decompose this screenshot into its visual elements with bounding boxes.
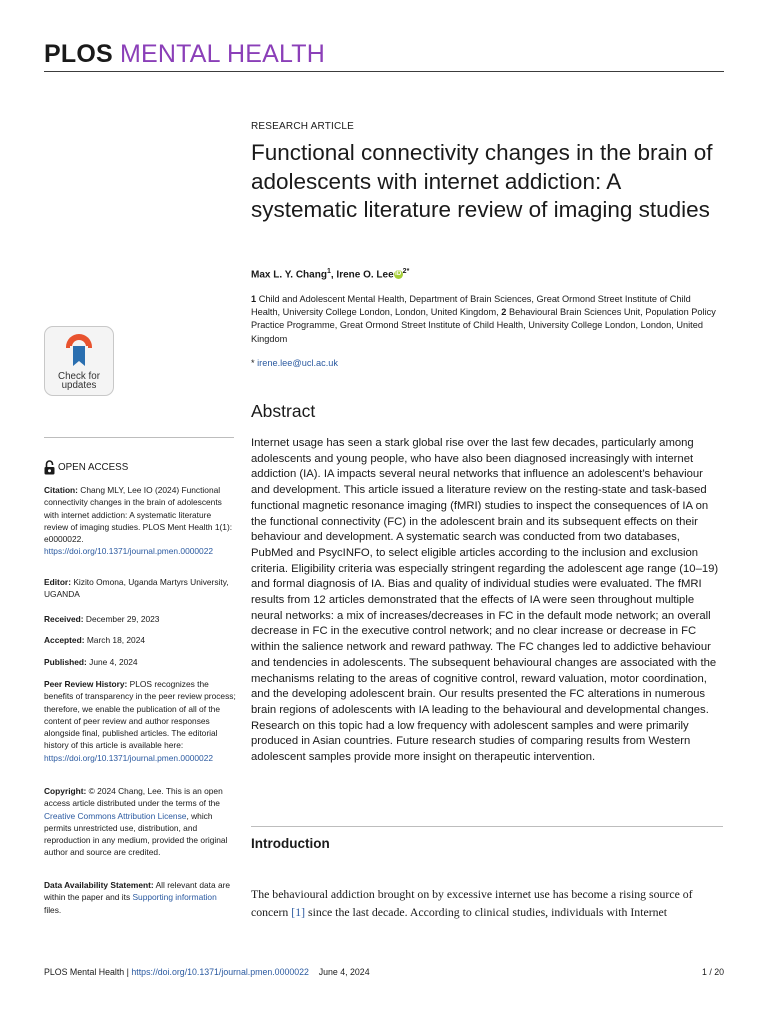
- editor-block: [44, 576, 236, 601]
- footer-date: June 4, 2024: [318, 967, 370, 977]
- affiliation-marker: 1: [326, 268, 331, 275]
- corresponding-marker: *: [251, 358, 255, 368]
- journal-brand: PLOS: [44, 40, 113, 68]
- email-link[interactable]: irene.lee@ucl.ac.uk: [257, 358, 338, 368]
- supporting-info-link[interactable]: Supporting information: [132, 892, 217, 903]
- data-availability-text: All relevant data are within the paper and its: [44, 880, 231, 903]
- editor-label: Editor:: [44, 577, 71, 587]
- affiliation-text: Child and Adolescent Mental Health, Department of Brain Sciences, Great Ormond Street Institute of Child Health, University College London, London, United Kingdom,: [251, 294, 691, 318]
- reference-link[interactable]: [1]: [291, 905, 306, 919]
- check-for-updates-badge[interactable]: [44, 326, 114, 396]
- citation-doi-link[interactable]: https://doi.org/10.1371/journal.pmen.0000022: [44, 546, 214, 557]
- badge-label-line1: Check for: [58, 371, 100, 382]
- footer-separator: |: [124, 967, 132, 977]
- copyright-text: , which permits unrestricted use, distribution, and reproduction in any medium, provided the original author and source are credited.: [44, 810, 228, 858]
- header-divider: [44, 71, 724, 72]
- peer-review-label: Peer Review History:: [44, 679, 128, 689]
- introduction-heading: Introduction: [251, 836, 330, 851]
- accepted-label: Accepted:: [44, 635, 85, 645]
- citation-block: [44, 484, 236, 558]
- open-lock-icon: [44, 460, 55, 475]
- footer-doi-link[interactable]: https://doi.org/10.1371/journal.pmen.0000022: [131, 967, 309, 977]
- affiliation-text: Behavioural Brain Sciences Unit, Population Policy Practice Programme, Great Ormond Street Institute of Child Health, University College London, London, United Kingdom: [251, 307, 716, 344]
- copyright-label: Copyright:: [44, 786, 87, 796]
- editor-text: Kizito Omona, Uganda Martyrs University, UGANDA: [44, 577, 229, 600]
- published-date: [44, 656, 236, 668]
- accepted-text: March 18, 2024: [86, 635, 146, 645]
- abstract-body: Internet usage has seen a stark global rise over the last few decades, particularly among adolescents and young people, who have also been diagnosed increasingly with internet addiction (IA). IA impacts several neural networks that influence an adolescent’s behaviour and development. This article issued a literature review on the resting-state and task-based functional magnetic resonance imaging (fMRI) studies to inspect the consequences of IA on the functional connectivity (FC) in the adolescent brain and its subsequent effects on their behaviour and development. A systematic search was conducted from two databases, PubMed and PsycINFO, to select eligible articles according to the inclusion and exclusion criteria. Eligibility criteria was especially stringent regarding the adolescent age range (10–19) and formal diagnosis of IA. Bias and quality of individual studies were evaluated. The fMRI results from 12 articles demonstrated that the effects of IA were seen throughout multiple neural networks: a mix of increases/decreases in FC in the default mode network; an overall decrease in FC in the executive control network; and no clear increase or decrease in FC within the salience network and reward pathway. The FC changes led to addictive behaviour and tendencies in adolescents. The subsequent behavioural changes are associated with the mechanisms relating to the areas of cognitive control, reward valuation, motor coordination, and the developing adolescent brain. Our results presented the FC alterations in numerous brain regions of adolescents with IA leading to the behavioural and developmental changes. Research on this topic had a low frequency with adolescent samples and were primarily produced in Asian countries. Future research studies of comparing results from Western adolescent samples provide more insight on therapeutic intervention.: [251, 437, 719, 764]
- author-separator: ,: [330, 269, 337, 281]
- footer-journal: PLOS Mental Health: [44, 967, 125, 977]
- open-access-label: [44, 460, 128, 475]
- open-access-text: OPEN ACCESS: [58, 462, 129, 473]
- intro-text: since the last decade. According to clinical studies, individuals with Internet: [305, 905, 668, 919]
- citation-label: Citation:: [44, 485, 78, 495]
- data-availability-label: Data Availability Statement:: [44, 880, 154, 890]
- corresponding-email: [251, 358, 338, 368]
- author-name[interactable]: Max L. Y. Chang: [251, 269, 327, 281]
- abstract-divider: [251, 826, 723, 827]
- abstract-heading: Abstract: [251, 401, 316, 421]
- accepted-date: [44, 634, 236, 646]
- copyright-text: © 2024 Chang, Lee. This is an open access article distributed under the terms of the: [44, 786, 223, 809]
- citation-text: Chang MLY, Lee IO (2024) Functional connectivity changes in the brain of adolescents with internet addiction: A systematic literature review of imaging studies. PLOS Ment Health 1(1): e0000022.: [44, 485, 233, 545]
- received-label: Received:: [44, 614, 84, 624]
- author-list: [251, 268, 409, 280]
- affiliations: [251, 293, 721, 346]
- journal-name: MENTAL HEALTH: [120, 40, 325, 68]
- corresponding-marker: *: [406, 268, 410, 275]
- peer-review-text: PLOS recognizes the benefits of transparency in the peer review process; therefore, we enable the publication of all of the content of peer review and author responses alongside final, published articles. The editorial history of this article is available here:: [44, 679, 236, 751]
- check-updates-icon: [64, 332, 94, 368]
- peer-review-link[interactable]: https://doi.org/10.1371/journal.pmen.0000022: [44, 752, 214, 763]
- received-text: December 29, 2023: [85, 614, 160, 624]
- published-label: Published:: [44, 657, 87, 667]
- peer-review-block: [44, 678, 236, 764]
- affiliation-number: 1: [251, 294, 257, 304]
- orcid-icon[interactable]: iD: [395, 271, 402, 278]
- introduction-body: [251, 885, 723, 921]
- intro-text: The behavioural addiction brought on by excessive internet use has become a rising source of concern: [251, 887, 693, 919]
- page-footer: [44, 967, 724, 977]
- data-availability-text: files.: [44, 904, 62, 915]
- sidebar-divider: [44, 437, 234, 438]
- author-name[interactable]: Irene O. Lee: [336, 269, 394, 281]
- received-date: [44, 613, 236, 625]
- article-title: Functional connectivity changes in the brain of adolescents with internet addiction: A systematic literature review of imaging studies: [251, 140, 713, 222]
- page-number: 1 / 20: [701, 967, 724, 977]
- affiliation-number: 2: [501, 307, 507, 318]
- copyright-block: [44, 785, 236, 859]
- data-availability-block: [44, 879, 236, 916]
- affiliation-marker: 2: [402, 268, 407, 275]
- license-link[interactable]: Creative Commons Attribution License: [44, 810, 187, 821]
- article-type: RESEARCH ARTICLE: [251, 121, 355, 132]
- journal-title: [44, 40, 325, 69]
- badge-label-line2: updates: [61, 380, 97, 391]
- published-text: June 4, 2024: [89, 657, 138, 667]
